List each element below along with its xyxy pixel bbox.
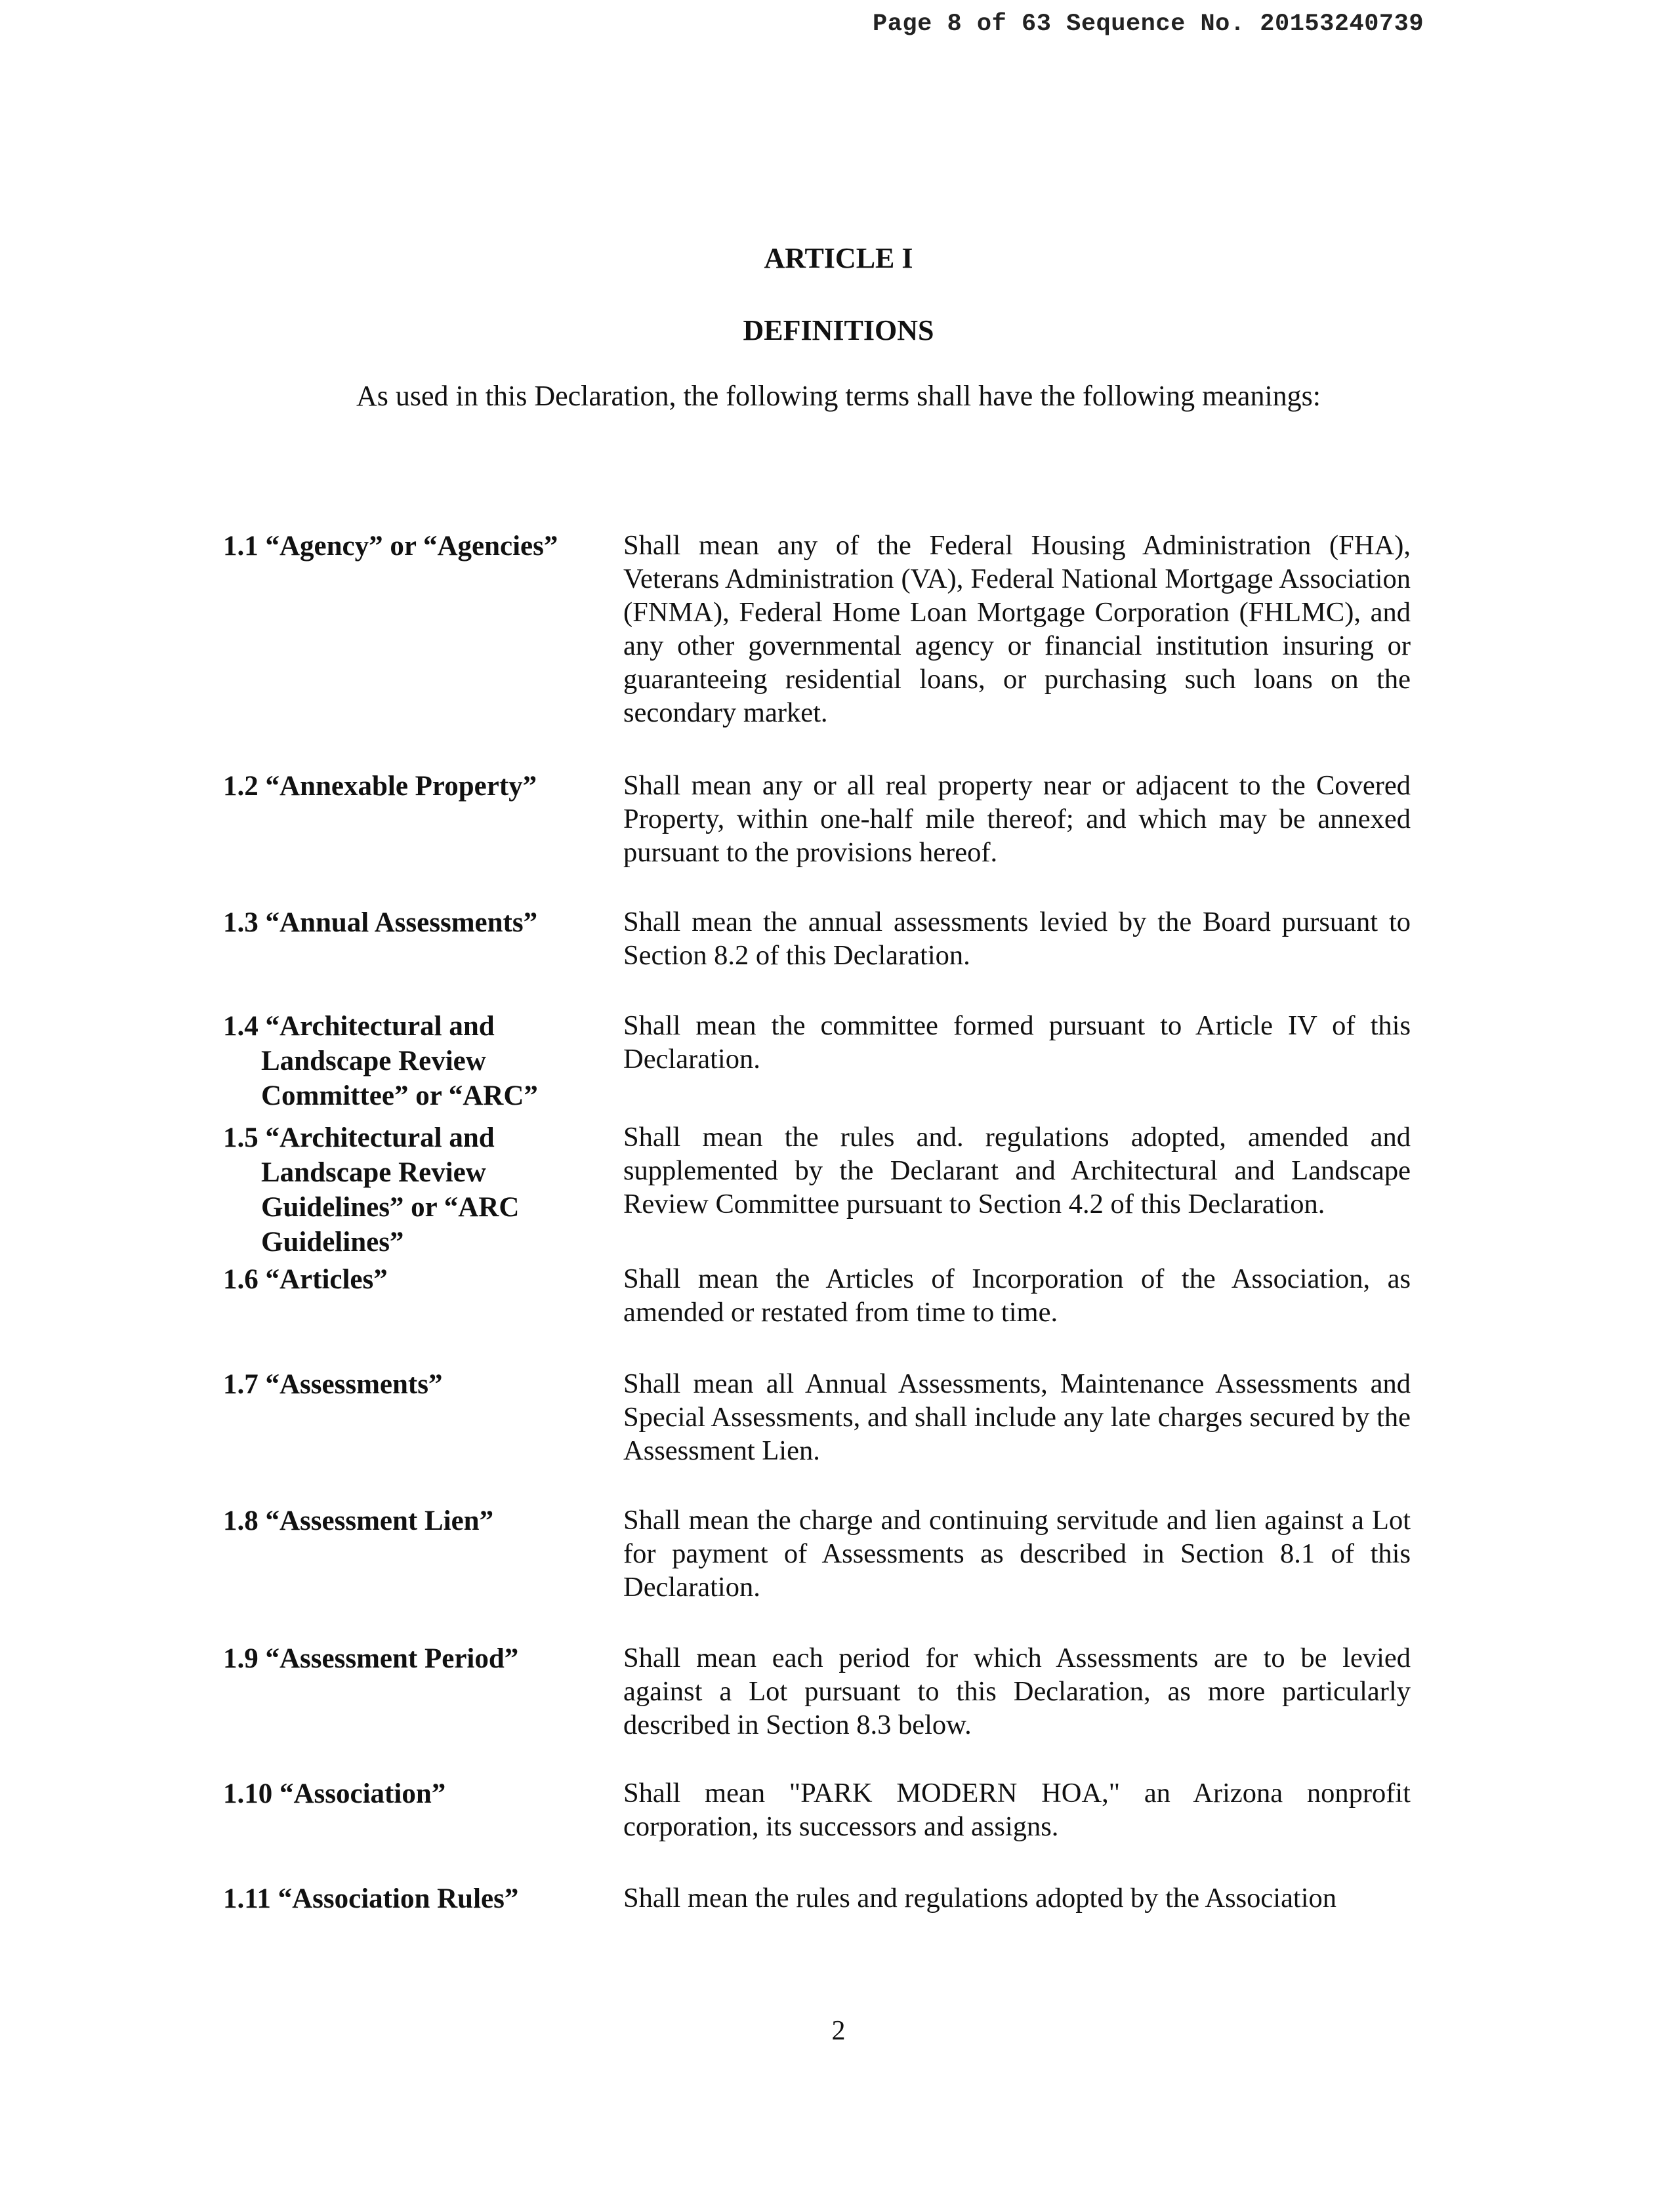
definition-term (223, 1881, 590, 1916)
page-number: 2 (831, 2016, 846, 2046)
term-line: Guidelines” (261, 1227, 404, 1258)
definition-term (223, 1641, 590, 1676)
article-subtitle: DEFINITIONS (743, 314, 934, 346)
definition-term (223, 769, 590, 804)
definition-text: Shall mean any or all real property near or adjacent to the Covered Property, within one-half mile thereof; and which may be annexed pursuant to the provisions hereof. (623, 770, 1411, 868)
definition-text: Shall mean "PARK MODERN HOA," an Arizona nonprofit corporation, its successors and assigns. (623, 1778, 1411, 1842)
definition-term (223, 1009, 590, 1113)
definition-text: Shall mean the committee formed pursuant to Article IV of this Declaration. (623, 1010, 1411, 1075)
term-line: 1.3 “Annual Assessments” (223, 907, 538, 938)
definition-text: Shall mean any of the Federal Housing Administration (FHA), Veterans Administration (VA), Federal National Mortgage Association (FNMA), Federal Home Loan Mortgage Corporation (FHLMC), and any other governmental agency or financial institution insuring or guaranteeing residential loans, or purchasing such loans on the secondary market. (623, 530, 1411, 728)
definition-term (223, 529, 590, 563)
definition-term (223, 905, 590, 940)
term-line: 1.10 “Association” (223, 1778, 446, 1809)
definition-term (223, 1504, 590, 1538)
definition-term (223, 1367, 590, 1402)
page-sequence-header: Page 8 of 63 Sequence No. 20153240739 (873, 10, 1424, 38)
term-line: Guidelines” or “ARC (261, 1192, 520, 1223)
definition-text: Shall mean all Annual Assessments, Maintenance Assessments and Special Assessments, and shall include any late charges secured by the Assessment Lien. (623, 1368, 1411, 1466)
intro-paragraph: As used in this Declaration, the following terms shall have the following meanings: (356, 380, 1321, 412)
term-line: Landscape Review (261, 1046, 486, 1076)
term-line: 1.6 “Articles” (223, 1264, 388, 1295)
definition-text: Shall mean the Articles of Incorporation of the Association, as amended or restated from time to time. (623, 1263, 1411, 1328)
definition-text: Shall mean each period for which Assessments are to be levied against a Lot pursuant to this Declaration, as more particularly described in Section 8.3 below. (623, 1643, 1411, 1740)
term-line: Committee” or “ARC” (261, 1080, 538, 1111)
term-line: 1.11 “Association Rules” (223, 1883, 519, 1914)
term-line: 1.8 “Assessment Lien” (223, 1505, 494, 1536)
definition-text: Shall mean the rules and regulations adopted by the Association (623, 1883, 1337, 1914)
definition-term (223, 1120, 590, 1260)
definition-text: Shall mean the annual assessments levied by the Board pursuant to Section 8.2 of this Declaration. (623, 907, 1411, 971)
article-title: ARTICLE I (764, 242, 913, 274)
definition-term (223, 1262, 590, 1297)
definition-text: Shall mean the charge and continuing servitude and lien against a Lot for payment of Assessments as described in Section 8.1 of this Declaration. (623, 1505, 1411, 1603)
definition-text: Shall mean the rules and. regulations adopted, amended and supplemented by the Declarant and Architectural and Landscape Review Committee pursuant to Section 4.2 of this Declaration. (623, 1122, 1411, 1219)
term-line: Landscape Review (261, 1157, 486, 1188)
definition-term (223, 1776, 590, 1811)
term-line: 1.5 “Architectural and (223, 1122, 495, 1153)
term-line: 1.9 “Assessment Period” (223, 1643, 519, 1674)
term-line: 1.2 “Annexable Property” (223, 771, 537, 802)
term-line: 1.4 “Architectural and (223, 1011, 495, 1042)
term-line: 1.7 “Assessments” (223, 1369, 443, 1400)
term-line: 1.1 “Agency” or “Agencies” (223, 531, 558, 562)
